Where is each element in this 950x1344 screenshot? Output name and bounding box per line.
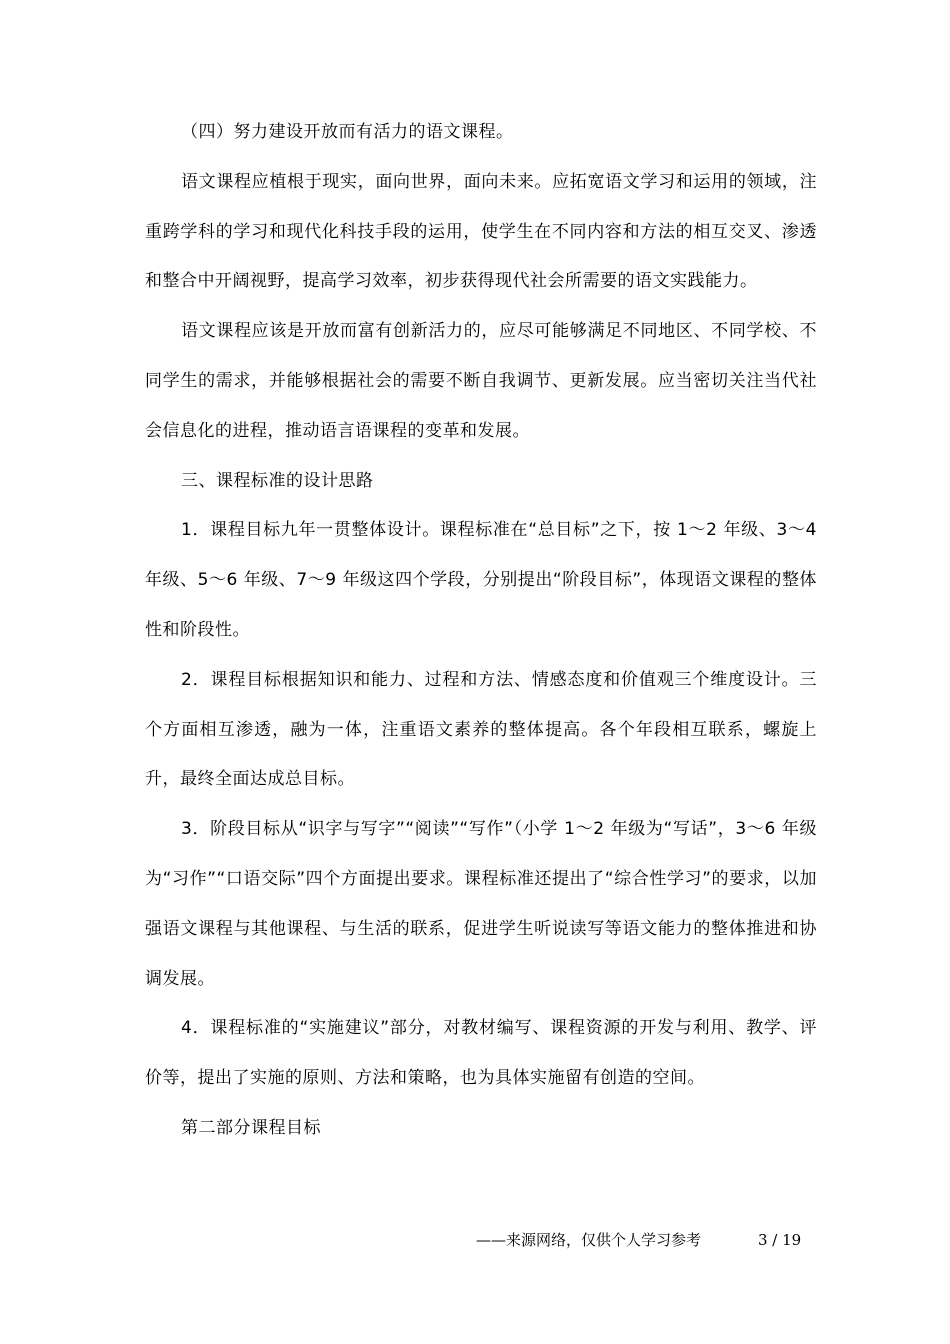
- page-number: 3 / 19: [758, 1231, 802, 1249]
- body-paragraph: 语文课程应植根于现实，面向世界，面向未来。应拓宽语文学习和运用的领域，注重跨学科的学习和现代化科技手段的运用，使学生在不同内容和方法的相互交叉、渗透和整合中开阔视野，提高学习效率，初步获得现代社会所需要的语文实践能力。: [145, 171, 817, 292]
- list-item-4: 4．课程标准的“实施建议”部分，对教材编写、课程资源的开发与利用、教学、评价等，提出了实施的原则、方法和策略，也为具体实施留有创造的空间。: [145, 1018, 817, 1089]
- section-heading-three: 三、课程标准的设计思路: [181, 470, 374, 491]
- footer-source-note: ——来源网络，仅供个人学习参考: [476, 1231, 702, 1249]
- section-heading-four: （四）努力建设开放而有活力的语文课程。: [181, 122, 514, 142]
- part-heading: 第二部分课程目标: [181, 1117, 321, 1138]
- document-body: [145, 108, 817, 1154]
- page-footer: [476, 1228, 816, 1252]
- list-item-2: 2．课程目标根据知识和能力、过程和方法、情感态度和价值观三个维度设计。三个方面相互渗透，融为一体，注重语文素养的整体提高。各个年段相互联系，螺旋上升，最终全面达成总目标。: [145, 669, 817, 790]
- list-item-1: 1．课程目标九年一贯整体设计。课程标准在“总目标”之下，按 1～2 年级、3～4 年级、5～6 年级、7～9 年级这四个学段，分别提出“阶段目标”，体现语文课程的整体性和阶段性。: [145, 520, 817, 640]
- body-paragraph: 语文课程应该是开放而富有创新活力的，应尽可能够满足不同地区、不同学校、不同学生的需求，并能够根据社会的需要不断自我调节、更新发展。应当密切关注当代社会信息化的进程，推动语言语课程的变革和发展。: [145, 321, 817, 441]
- list-item-3: 3．阶段目标从“识字与写字”“阅读”“写作”（小学 1～2 年级为“写话”，3～6 年级为“习作”“口语交际”四个方面提出要求。课程标准还提出了“综合性学习”的要求，以加强语文课程与其他课程、与生活的联系，促进学生听说读写等语文能力的整体推进和协调发展。: [145, 819, 817, 989]
